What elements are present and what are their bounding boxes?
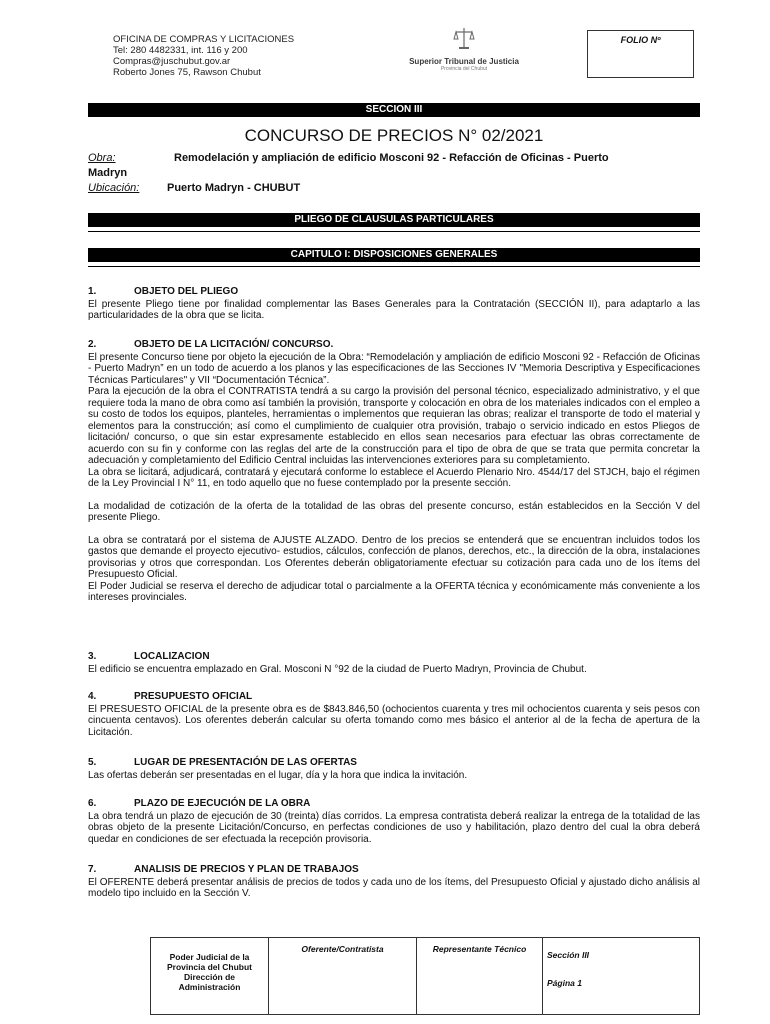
section-number: 2.	[88, 339, 97, 350]
section-number: 6.	[88, 798, 97, 809]
office-phone: Tel: 280 4482331, int. 116 y 200	[113, 45, 248, 56]
footer-judicial-text: Poder Judicial de la Provincia del Chubut Dirección de Administración	[166, 952, 252, 992]
folio-box	[587, 30, 694, 78]
section-4	[88, 691, 700, 738]
section-number: 5.	[88, 757, 97, 768]
section-1	[88, 286, 700, 322]
section-title: LUGAR DE PRESENTACIÓN DE LAS OFERTAS	[134, 757, 357, 768]
obra-block	[88, 151, 700, 196]
scales-of-justice-icon	[453, 26, 475, 50]
office-header	[113, 34, 294, 78]
section-title: LOCALIZACION	[134, 651, 210, 662]
signature-footer	[150, 937, 700, 1015]
paragraph: La obra se licitará, adjudicará, contratará y ejecutará conforme lo establece el Acuerdo Plenario Nro. 4544/17 del STJCH, bajo el régimen de la Ley Provincial I N° 11, en todo aquello que no fuese contemplado por la presente sección.	[88, 466, 700, 489]
section-number: 3.	[88, 651, 97, 662]
section-5	[88, 757, 700, 781]
footer-cell-judicial	[151, 938, 269, 1014]
section-6	[88, 798, 700, 845]
footer-cell-pagination	[543, 938, 699, 1014]
obra-value-cont: Madryn	[88, 167, 128, 179]
ubicacion-label: Ubicación:	[88, 182, 140, 194]
section-7	[88, 864, 700, 900]
court-logo	[408, 26, 520, 74]
section-title: ANALISIS DE PRECIOS Y PLAN DE TRABAJOS	[134, 864, 359, 875]
paragraph: El presente Concurso tiene por objeto la ejecución de la Obra: “Remodelación y ampliación de edificio Mosconi 92 - Refacción de Oficinas - Puerto Madryn” en un todo de acuerdo a los planos y las especificaciones de las Secciones IV "Memoria Descriptiva y Especificaciones Técnicas Particulares" y VII “Documentación Técnica”.	[88, 351, 700, 386]
footer-page-text: Página 1	[547, 978, 582, 988]
footer-cell-representante	[417, 938, 543, 1014]
footer-cell-oferente	[269, 938, 417, 1014]
document-title: CONCURSO DE PRECIOS N° 02/2021	[244, 126, 544, 145]
paragraph: Para la ejecución de la obra el CONTRATISTA tendrá a su cargo la provisión del personal técnico, especializado administrativo, y el que requiere toda la mano de obra como así también la provisión, transporte y colocación en obra de los materiales indicados con el empleo a su costo de todos los equipos, planteles, herramientas o implementos que requieran las obras; realizar el transporte de todo el material y elementos para la construcción; así como el cumplimiento de cualquier otra provisión, trabajo o servicio indicado en estos Pliegos de licitación/ concurso, o que sin estar expresamente establecido en ellos sean necesarios para efectuar las obras correctamente de acuerdo con su fin y conforme con las reglas del arte de la construcción para el tipo de obra de que se trata que permita concretar la adecuación y completamiento del Edificio Central incluidas las intervenciones exteriores para su completamiento.	[88, 386, 700, 466]
paragraph: El presente Pliego tiene por finalidad complementar las Bases Generales para la Contratación (SECCIÓN II), para adaptarlo a las particularidades de la obra que se licita.	[88, 298, 700, 321]
divider	[88, 266, 700, 267]
spacer	[88, 490, 700, 501]
obra-label: Obra:	[88, 152, 116, 164]
paragraph: El Poder Judicial se reserva el derecho de adjudicar total o parcialmente a la OFERTA técnica y económicamente más conveniente a los intereses provinciales.	[88, 580, 700, 603]
section-2	[88, 339, 700, 604]
obra-value: Remodelación y ampliación de edificio Mosconi 92 - Refacción de Oficinas - Puerto	[174, 152, 609, 164]
paragraph: El OFERENTE deberá presentar análisis de precios de todos y cada uno de los ítems, del Presupuesto Oficial y ajustado dicho análisis al modelo tipo incluido en la Sección V.	[88, 876, 700, 899]
pliego-bar: PLIEGO DE CLAUSULAS PARTICULARES	[88, 213, 700, 227]
section-number: 1.	[88, 286, 97, 297]
paragraph: La modalidad de cotización de la oferta de la totalidad de las obras del presente concurso, están establecidos en la Sección V del presente Pliego.	[88, 500, 700, 523]
section-title: OBJETO DE LA LICITACIÓN/ CONCURSO.	[134, 339, 334, 350]
footer-oferente-text: Oferente/Contratista	[301, 944, 384, 954]
paragraph: El edificio se encuentra emplazado en Gral. Mosconi N °92 de la ciudad de Puerto Madryn, Provincia de Chubut.	[88, 663, 587, 675]
divider	[88, 231, 700, 232]
capitulo-bar: CAPITULO I: DISPOSICIONES GENERALES	[88, 248, 700, 262]
office-name: OFICINA DE COMPRAS Y LICITACIONES	[113, 34, 295, 45]
section-bar: SECCION III	[88, 103, 700, 117]
paragraph: Las ofertas deberán ser presentadas en el lugar, día y la hora que indica la invitación.	[88, 769, 468, 781]
paragraph: La obra se contratará por el sistema de AJUSTE ALZADO. Dentro de los precios se entenderá que se encuentran incluidos todos los gastos que demande el proyecto ejecutivo- estudios, cálculos, confección de planos, derechos, etc., la dirección de la obra, instalaciones provisorias y otros que correspondan. Los Oferentes deberán obligatoriamente efectuar su cotización para cada uno de los ítems del Presupuesto Oficial.	[88, 534, 700, 580]
footer-representante-text: Representante Técnico	[432, 944, 527, 954]
section-title: PRESUPUESTO OFICIAL	[134, 691, 253, 702]
paragraph: El PRESUESTO OFICIAL de la presente obra es de $843.846,50 (ochocientos cuarenta y tres mil ochocientos cuarenta y seis pesos con cincuenta centavos). Los oferentes deberán calcular su oferta tomando como mes básico el anterior al de la fecha de apertura de la Licitación.	[88, 703, 700, 738]
section-3	[88, 651, 700, 675]
section-title: PLAZO DE EJECUCIÓN DE LA OBRA	[134, 798, 311, 809]
ubicacion-value: Puerto Madryn - CHUBUT	[167, 182, 301, 194]
logo-subtitle: Provincia del Chubut	[440, 66, 488, 72]
section-title: OBJETO DEL PLIEGO	[134, 286, 239, 297]
section-number: 4.	[88, 691, 97, 702]
logo-name: Superior Tribunal de Justicia	[409, 57, 519, 66]
section-number: 7.	[88, 864, 97, 875]
paragraph: La obra tendrá un plazo de ejecución de 30 (treinta) días corridos. La empresa contratista deberá realizar la entrega de la totalidad de las obras objeto de la presente Licitación/Concurso, en perfectas condiciones de uso y habilitación, plazo dentro del cual la obra deberá quedar en condiciones de ser efectuada la recepción provisoria.	[88, 810, 700, 845]
footer-section-text: Sección III	[547, 950, 590, 960]
spacer	[88, 524, 700, 535]
folio-label: FOLIO Nº	[620, 35, 661, 45]
office-email: Compras@juschubut.gov.ar	[113, 56, 231, 67]
office-address: Roberto Jones 75, Rawson Chubut	[113, 67, 261, 78]
